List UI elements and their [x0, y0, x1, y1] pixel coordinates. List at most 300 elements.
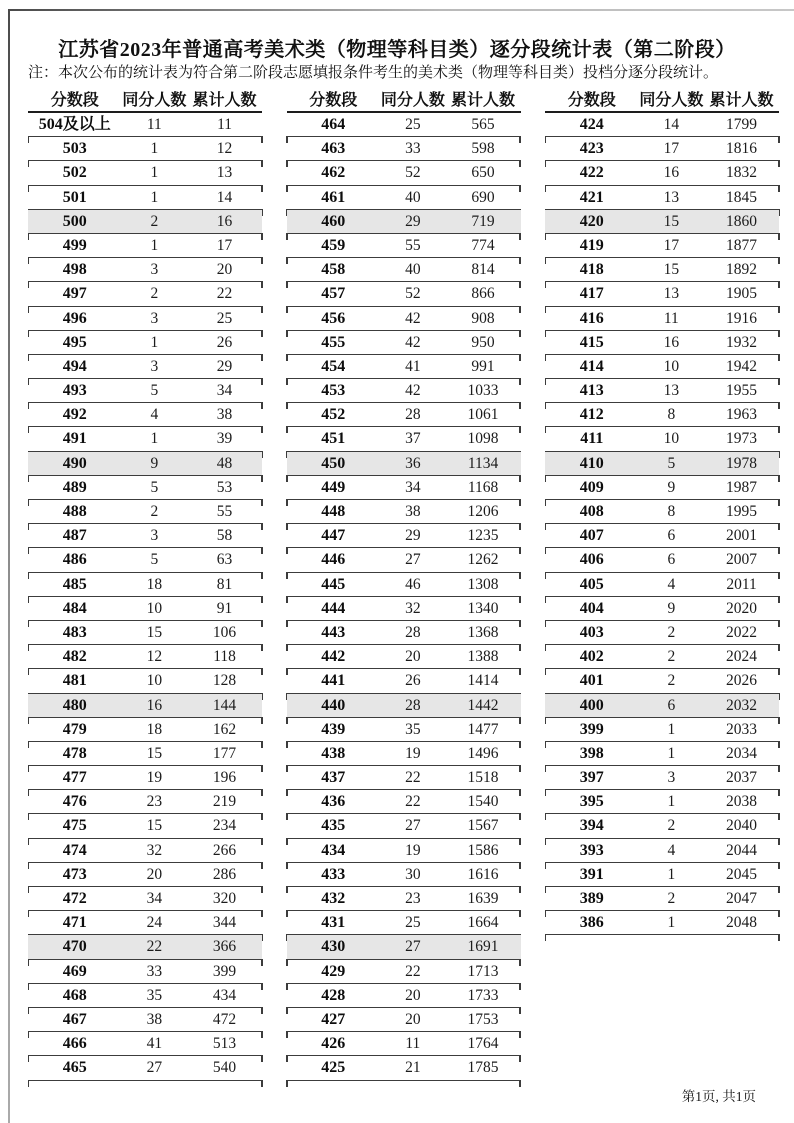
score-cell: 409	[579, 478, 604, 496]
table-row	[28, 379, 262, 403]
score-cell: 447	[321, 527, 346, 545]
count-cell: 1	[667, 744, 676, 762]
score-cell: 410	[579, 454, 604, 472]
score-cell: 417	[579, 285, 604, 303]
table-row	[545, 863, 779, 887]
score-cell: 412	[579, 406, 604, 424]
score-cell: 463	[321, 140, 346, 158]
table-row	[28, 113, 262, 137]
table-row	[545, 742, 779, 766]
count-cell: 37	[405, 430, 421, 448]
table-row	[28, 863, 262, 887]
table-row	[287, 597, 521, 621]
count-cell: 3	[150, 261, 159, 279]
score-cell: 485	[62, 575, 87, 593]
table-row	[28, 887, 262, 911]
cumulative-cell: 1033	[467, 382, 499, 400]
score-cell: 438	[321, 744, 346, 762]
page-number: 第1页, 共1页	[681, 1089, 756, 1104]
score-cell: 402	[579, 648, 604, 666]
score-cell: 436	[321, 793, 346, 811]
count-cell: 32	[405, 599, 421, 617]
count-cell: 28	[405, 623, 421, 641]
table-row	[545, 403, 779, 427]
count-cell: 16	[663, 333, 680, 351]
count-cell: 1	[150, 430, 159, 448]
column-header: 累计人数	[709, 92, 774, 109]
score-cell: 434	[321, 841, 346, 859]
cumulative-cell: 598	[471, 140, 495, 158]
cumulative-cell: 34	[216, 382, 233, 400]
score-cell: 443	[321, 623, 346, 641]
table-row	[545, 282, 779, 306]
cumulative-cell: 366	[212, 938, 237, 956]
count-cell: 35	[146, 986, 163, 1004]
cumulative-cell: 2020	[726, 599, 758, 617]
count-cell: 8	[667, 406, 676, 424]
table-row	[28, 911, 262, 935]
cumulative-cell: 1963	[726, 406, 758, 424]
score-cell: 415	[579, 333, 604, 351]
table-row	[28, 984, 262, 1008]
count-cell: 2	[667, 672, 676, 690]
count-cell: 13	[663, 188, 680, 206]
table-row	[28, 234, 262, 258]
table-row	[545, 766, 779, 790]
score-cell: 490	[62, 454, 87, 472]
count-cell: 18	[146, 575, 163, 593]
cumulative-cell: 91	[216, 599, 233, 617]
count-cell: 19	[146, 769, 163, 787]
count-cell: 13	[663, 285, 680, 303]
count-cell: 27	[146, 1059, 163, 1077]
score-cell: 398	[579, 744, 604, 762]
table-row	[545, 911, 779, 935]
table-row	[287, 839, 521, 863]
count-cell: 52	[405, 164, 421, 182]
cumulative-cell: 1832	[726, 164, 758, 182]
table-row	[287, 403, 521, 427]
cumulative-cell: 1816	[726, 140, 758, 158]
table-row	[287, 645, 521, 669]
count-cell: 42	[405, 309, 421, 327]
cumulative-cell: 1916	[726, 309, 758, 327]
count-cell: 19	[405, 744, 421, 762]
count-cell: 38	[146, 1010, 163, 1028]
table-row	[287, 524, 521, 548]
score-cell: 424	[579, 116, 604, 133]
table-row	[545, 476, 779, 500]
cumulative-cell: 1785	[467, 1059, 499, 1077]
cumulative-cell: 39	[216, 430, 233, 448]
count-cell: 9	[150, 454, 159, 472]
table-row	[28, 452, 262, 476]
score-cell: 430	[321, 938, 346, 956]
count-cell: 32	[146, 841, 163, 859]
cumulative-cell: 1877	[726, 236, 758, 254]
count-cell: 20	[405, 648, 421, 666]
count-cell: 22	[405, 793, 421, 811]
cumulative-cell: 2024	[726, 648, 758, 666]
table-row	[287, 887, 521, 911]
cumulative-cell: 2037	[726, 769, 758, 787]
count-cell: 27	[405, 551, 421, 569]
table-row	[28, 355, 262, 379]
score-cell: 404	[579, 599, 604, 617]
table-row	[28, 331, 262, 355]
score-cell: 389	[579, 890, 604, 907]
count-cell: 23	[146, 793, 163, 811]
count-cell: 15	[663, 212, 680, 230]
cumulative-cell: 12	[216, 140, 233, 158]
cumulative-cell: 20	[216, 261, 233, 279]
cumulative-cell: 2034	[726, 744, 758, 762]
table-row	[545, 234, 779, 258]
column-header: 同分人数	[639, 92, 704, 109]
score-cell: 439	[321, 720, 346, 738]
cumulative-cell: 320	[212, 890, 237, 907]
score-cell: 453	[321, 382, 346, 400]
cumulative-cell: 2038	[726, 793, 758, 811]
count-cell: 15	[146, 744, 163, 762]
score-cell: 413	[579, 382, 604, 400]
table-row	[287, 427, 521, 451]
score-cell: 455	[321, 333, 346, 351]
table-row	[28, 137, 262, 161]
column-header: 累计人数	[192, 92, 257, 109]
count-cell: 35	[405, 720, 421, 738]
table-row	[545, 186, 779, 210]
score-cell: 394	[579, 817, 604, 835]
score-cell: 418	[579, 261, 604, 279]
cumulative-cell: 1616	[467, 865, 499, 883]
cumulative-cell: 26	[216, 333, 233, 351]
count-cell: 14	[663, 116, 680, 133]
table-row	[545, 113, 779, 137]
table-row	[287, 573, 521, 597]
score-cell: 431	[321, 914, 346, 932]
cumulative-cell: 1586	[467, 841, 499, 859]
cumulative-cell: 11	[217, 116, 233, 133]
cumulative-cell: 1932	[726, 333, 758, 351]
score-cell: 397	[579, 769, 604, 787]
table-row	[545, 694, 779, 718]
cumulative-cell: 1987	[726, 478, 758, 496]
score-cell: 487	[62, 527, 87, 545]
cumulative-cell: 1860	[726, 212, 758, 230]
table-row	[287, 234, 521, 258]
count-cell: 6	[667, 551, 676, 569]
cumulative-cell: 719	[471, 212, 495, 230]
score-table-3	[545, 90, 779, 1081]
score-cell: 426	[321, 1035, 346, 1053]
count-cell: 1	[150, 140, 159, 158]
cumulative-cell: 434	[212, 986, 237, 1004]
table-row	[545, 524, 779, 548]
table-row	[28, 597, 262, 621]
count-cell: 4	[150, 406, 159, 424]
count-cell: 42	[405, 333, 421, 351]
table-row	[287, 935, 521, 959]
score-cell: 489	[62, 478, 87, 496]
note-text: 注：本次公布的统计表为符合第二阶段志愿填报条件考生的美术类（物理等科目类）投档分逐分段统计。	[28, 65, 719, 81]
count-cell: 18	[146, 720, 163, 738]
table-row	[28, 500, 262, 524]
cumulative-cell: 2045	[726, 865, 758, 883]
score-cell: 449	[321, 478, 346, 496]
count-cell: 2	[150, 212, 159, 230]
count-cell: 25	[405, 116, 421, 133]
score-cell: 452	[321, 406, 346, 424]
score-cell: 444	[321, 599, 346, 617]
count-cell: 13	[663, 382, 680, 400]
score-cell: 386	[579, 914, 604, 932]
table-row	[287, 669, 521, 693]
table-row	[545, 355, 779, 379]
table-row	[287, 984, 521, 1008]
table-row	[28, 645, 262, 669]
score-cell: 406	[579, 551, 604, 569]
count-cell: 2	[150, 285, 159, 303]
count-cell: 6	[667, 696, 676, 714]
table-row	[545, 137, 779, 161]
count-cell: 4	[667, 575, 676, 593]
cumulative-cell: 1262	[467, 551, 499, 569]
count-cell: 1	[667, 865, 676, 883]
table-header-row	[545, 90, 779, 113]
count-cell: 52	[405, 285, 421, 303]
table-row	[28, 766, 262, 790]
score-cell: 420	[579, 212, 604, 230]
table-row	[28, 669, 262, 693]
table-header-row	[28, 90, 262, 113]
score-cell: 493	[62, 382, 87, 400]
cumulative-cell: 1414	[467, 672, 499, 690]
table-row	[545, 839, 779, 863]
score-cell: 440	[321, 696, 346, 714]
cumulative-cell: 1388	[467, 648, 499, 666]
score-cell: 422	[579, 164, 604, 182]
table-row	[28, 476, 262, 500]
table-row	[545, 258, 779, 282]
score-cell: 504及以上	[38, 116, 111, 133]
table-row	[28, 1008, 262, 1032]
cumulative-cell: 2048	[726, 914, 758, 932]
count-cell: 1	[150, 188, 159, 206]
score-cell: 480	[62, 696, 87, 714]
cumulative-cell: 196	[212, 769, 237, 787]
table-row	[28, 403, 262, 427]
table-row	[545, 210, 779, 234]
score-cell: 432	[321, 890, 346, 907]
score-cell: 423	[579, 140, 604, 158]
cumulative-cell: 106	[212, 623, 237, 641]
cumulative-cell: 2047	[726, 890, 758, 907]
table-row	[28, 524, 262, 548]
count-cell: 11	[405, 1035, 421, 1053]
table-row	[28, 427, 262, 451]
column-header: 分数段	[309, 92, 358, 109]
score-cell: 437	[321, 769, 346, 787]
cumulative-cell: 144	[212, 696, 237, 714]
cumulative-cell: 565	[471, 116, 495, 133]
count-cell: 21	[405, 1059, 421, 1077]
count-cell: 3	[150, 309, 159, 327]
count-cell: 2	[667, 890, 676, 907]
cumulative-cell: 1799	[726, 116, 758, 133]
score-cell: 496	[62, 309, 87, 327]
score-cell: 499	[62, 236, 87, 254]
count-cell: 10	[146, 672, 163, 690]
score-cell: 429	[321, 962, 346, 980]
count-cell: 26	[405, 672, 421, 690]
score-cell: 393	[579, 841, 604, 859]
table-row	[287, 500, 521, 524]
cumulative-cell: 1134	[467, 454, 499, 472]
count-cell: 22	[405, 769, 421, 787]
score-cell: 451	[321, 430, 346, 448]
cumulative-cell: 55	[216, 503, 233, 520]
cumulative-cell: 1733	[467, 986, 499, 1004]
cumulative-cell: 286	[212, 865, 237, 883]
table-row	[545, 500, 779, 524]
count-cell: 5	[150, 382, 159, 400]
count-cell: 3	[667, 769, 676, 787]
cumulative-cell: 344	[212, 914, 237, 932]
table-row	[287, 911, 521, 935]
table-row	[287, 282, 521, 306]
score-cell: 399	[579, 720, 604, 738]
table-row	[28, 1056, 262, 1080]
count-cell: 29	[405, 212, 421, 230]
cumulative-cell: 2026	[726, 672, 758, 690]
score-cell: 460	[321, 212, 346, 230]
cumulative-cell: 991	[471, 357, 495, 375]
table-row	[545, 621, 779, 645]
table-row	[545, 645, 779, 669]
score-cell: 407	[579, 527, 604, 545]
cumulative-cell: 1540	[467, 793, 499, 811]
score-cell: 469	[62, 962, 87, 980]
score-cell: 461	[321, 188, 346, 206]
score-cell: 401	[579, 672, 604, 690]
column-header: 分数段	[567, 92, 616, 109]
table-row	[28, 814, 262, 838]
cumulative-cell: 1477	[467, 720, 499, 738]
table-row	[287, 355, 521, 379]
count-cell: 2	[667, 817, 676, 835]
table-row	[287, 161, 521, 185]
cumulative-cell: 1061	[467, 406, 499, 424]
count-cell: 10	[663, 430, 680, 448]
cumulative-cell: 690	[471, 188, 495, 206]
cumulative-cell: 1905	[726, 285, 758, 303]
table-row	[545, 307, 779, 331]
score-cell: 503	[62, 140, 87, 158]
score-cell: 501	[62, 188, 87, 206]
cumulative-cell: 1206	[467, 503, 499, 520]
score-cell: 498	[62, 261, 87, 279]
score-cell: 446	[321, 551, 346, 569]
column-header: 同分人数	[122, 92, 187, 109]
score-cell: 467	[62, 1010, 87, 1028]
table-row	[287, 694, 521, 718]
count-cell: 29	[405, 527, 421, 545]
score-cell: 425	[321, 1059, 346, 1077]
score-cell: 450	[321, 454, 346, 472]
score-cell: 419	[579, 236, 604, 254]
count-cell: 16	[146, 696, 163, 714]
score-cell: 468	[62, 986, 87, 1004]
table-row	[545, 597, 779, 621]
count-cell: 36	[405, 454, 421, 472]
table-row	[28, 282, 262, 306]
cumulative-cell: 1308	[467, 575, 499, 593]
cumulative-cell: 25	[216, 309, 233, 327]
count-cell: 1	[667, 914, 676, 932]
cumulative-cell: 2044	[726, 841, 758, 859]
table-row	[287, 186, 521, 210]
table-row	[545, 161, 779, 185]
table-row	[28, 694, 262, 718]
table-row	[545, 814, 779, 838]
count-cell: 1	[150, 236, 159, 254]
cumulative-cell: 1518	[467, 769, 499, 787]
count-cell: 2	[667, 623, 676, 641]
count-cell: 3	[150, 527, 159, 545]
cumulative-cell: 1942	[726, 357, 758, 375]
cumulative-cell: 814	[471, 261, 495, 279]
count-cell: 1	[150, 333, 159, 351]
score-cell: 502	[62, 164, 87, 182]
cumulative-cell: 219	[212, 793, 237, 811]
count-cell: 33	[405, 140, 421, 158]
cumulative-cell: 266	[212, 841, 237, 859]
score-cell: 477	[62, 769, 87, 787]
cumulative-cell: 2007	[726, 551, 758, 569]
cumulative-cell: 472	[212, 1010, 237, 1028]
table-row	[545, 331, 779, 355]
cumulative-cell: 1691	[467, 938, 499, 956]
cumulative-cell: 2011	[726, 575, 757, 593]
table-row	[287, 137, 521, 161]
table-row	[287, 210, 521, 234]
table-row	[287, 863, 521, 887]
count-cell: 20	[405, 986, 421, 1004]
score-cell: 462	[321, 164, 346, 182]
table-row	[28, 790, 262, 814]
count-cell: 55	[405, 236, 421, 254]
count-cell: 12	[146, 648, 163, 666]
score-cell: 448	[321, 503, 346, 520]
score-cell: 472	[62, 890, 87, 907]
count-cell: 34	[146, 890, 163, 907]
cumulative-cell: 38	[216, 406, 233, 424]
cumulative-cell: 1978	[726, 454, 758, 472]
table-row	[287, 621, 521, 645]
count-cell: 10	[146, 599, 163, 617]
cumulative-cell: 1753	[467, 1010, 499, 1028]
count-cell: 6	[667, 527, 676, 545]
score-cell: 484	[62, 599, 87, 617]
count-cell: 1	[150, 164, 159, 182]
score-cell: 405	[579, 575, 604, 593]
cumulative-cell: 81	[216, 575, 233, 593]
cumulative-cell: 2032	[726, 696, 758, 714]
cumulative-cell: 58	[216, 527, 233, 545]
count-cell: 20	[146, 865, 163, 883]
table-row	[287, 307, 521, 331]
